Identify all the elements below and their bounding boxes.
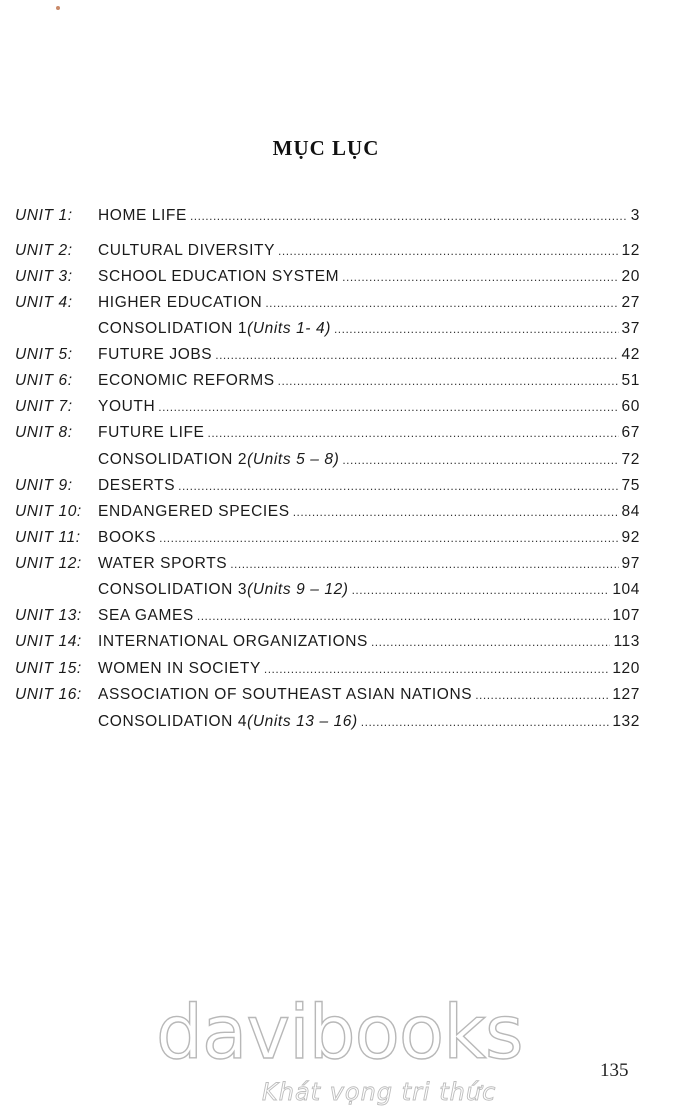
dot-leader [352,579,610,601]
toc-page-number: 3 [630,207,640,224]
toc-page-number: 37 [621,320,640,337]
toc-unit-label: UNIT 13: [15,607,82,624]
toc-page-number: 51 [621,372,640,389]
toc-entry-subtitle: (Units 5 – 8) [247,451,340,468]
toc-entry-title: FUTURE JOBS [98,346,213,363]
dot-leader [278,370,619,392]
toc-row[interactable] [0,605,640,627]
dot-leader [342,266,618,288]
toc-entry-title: INTERNATIONAL ORGANIZATIONS [98,633,368,650]
page-number: 135 [600,1060,629,1081]
toc-page-number: 75 [621,477,640,494]
toc-entry-title: WATER SPORTS [98,555,228,572]
toc-unit-label: UNIT 10: [15,503,82,520]
toc-entry-title: CULTURAL DIVERSITY [98,242,276,259]
dot-leader [475,684,609,706]
toc-page-number: 20 [621,268,640,285]
dot-leader [215,344,618,366]
watermark-tagline: Khát vọng tri thức [262,1078,497,1106]
toc-page-number: 127 [612,686,640,703]
toc-unit-label: UNIT 9: [15,477,73,494]
toc-entry-title: CONSOLIDATION 2 [98,451,248,468]
toc-unit-label: UNIT 15: [15,660,82,677]
toc-entry-subtitle: (Units 13 – 16) [247,713,358,730]
dot-leader [361,711,610,733]
toc-entry-title: SEA GAMES [98,607,194,624]
toc-page-number: 27 [621,294,640,311]
toc-row[interactable] [0,579,640,601]
toc-unit-label: UNIT 14: [15,633,82,650]
toc-row[interactable] [0,344,640,366]
toc-entry-title: SCHOOL EDUCATION SYSTEM [98,268,340,285]
toc-row[interactable] [0,318,640,340]
toc-entry-title: ECONOMIC REFORMS [98,372,275,389]
toc-entry-title: FUTURE LIFE [98,424,205,441]
toc-row[interactable] [0,475,640,497]
toc-page-number: 120 [612,660,640,677]
toc-unit-label: UNIT 8: [15,424,73,441]
toc-row[interactable] [0,631,640,653]
toc-page-number: 97 [621,555,640,572]
page-title: MỤC LỤC [272,136,380,161]
toc-row[interactable] [0,240,640,262]
toc-page-number: 60 [621,398,640,415]
toc-row[interactable] [0,553,640,575]
toc-page-number: 42 [621,346,640,363]
dot-leader [342,449,618,471]
toc-row[interactable] [0,370,640,392]
toc-row[interactable] [0,396,640,418]
toc-entry-title: YOUTH [98,398,156,415]
dot-leader [334,318,619,340]
toc-row[interactable] [0,449,640,471]
toc-unit-label: UNIT 12: [15,555,82,572]
toc-entry-title: HIGHER EDUCATION [98,294,263,311]
dot-leader [208,422,619,444]
toc-unit-label: UNIT 5: [15,346,73,363]
toc-entry-title: CONSOLIDATION 1 [98,320,248,337]
dot-leader [159,527,618,549]
toc-entry-subtitle: (Units 9 – 12) [247,581,349,598]
toc-row[interactable] [0,711,640,733]
toc-page-number: 72 [621,451,640,468]
toc-row[interactable] [0,422,640,444]
toc-page-number: 107 [612,607,640,624]
toc-entry-subtitle: (Units 1- 4) [247,320,331,337]
toc-row[interactable] [0,292,640,314]
toc-unit-label: UNIT 1: [15,207,73,224]
toc-unit-label: UNIT 3: [15,268,73,285]
dot-leader [293,501,619,523]
toc-page-number: 132 [612,713,640,730]
toc-row[interactable] [0,205,640,227]
toc-entry-title: CONSOLIDATION 3 [98,581,248,598]
toc-page-number: 113 [613,633,640,650]
toc-entry-title: ASSOCIATION OF SOUTHEAST ASIAN NATIONS [98,686,473,703]
toc-unit-label: UNIT 11: [15,529,81,546]
dot-leader [278,240,619,262]
watermark-brand: davibooks [156,990,523,1076]
toc-row[interactable] [0,266,640,288]
dot-leader [158,396,618,418]
toc-page-number: 92 [621,529,640,546]
toc-entry-title: DESERTS [98,477,176,494]
dot-leader [264,658,609,680]
dot-leader [197,605,609,627]
dot-leader [265,292,618,314]
toc-row[interactable] [0,501,640,523]
toc-page-number: 67 [621,424,640,441]
dot-leader [371,631,611,653]
toc-entry-title: HOME LIFE [98,207,187,224]
toc-entry-title: WOMEN IN SOCIETY [98,660,261,677]
toc-page-number: 12 [621,242,640,259]
toc-page-number: 84 [621,503,640,520]
toc-page-number: 104 [612,581,640,598]
toc-row[interactable] [0,658,640,680]
toc-unit-label: UNIT 16: [15,686,82,703]
toc-unit-label: UNIT 2: [15,242,73,259]
toc-entry-title: ENDANGERED SPECIES [98,503,290,520]
toc-entry-title: BOOKS [98,529,157,546]
toc-unit-label: UNIT 7: [15,398,73,415]
dot-leader [190,205,628,227]
toc-unit-label: UNIT 6: [15,372,73,389]
toc-unit-label: UNIT 4: [15,294,73,311]
toc-entry-title: CONSOLIDATION 4 [98,713,248,730]
toc-row[interactable] [0,684,640,706]
dot-leader [178,475,618,497]
dot-leader [230,553,618,575]
toc-row[interactable] [0,527,640,549]
